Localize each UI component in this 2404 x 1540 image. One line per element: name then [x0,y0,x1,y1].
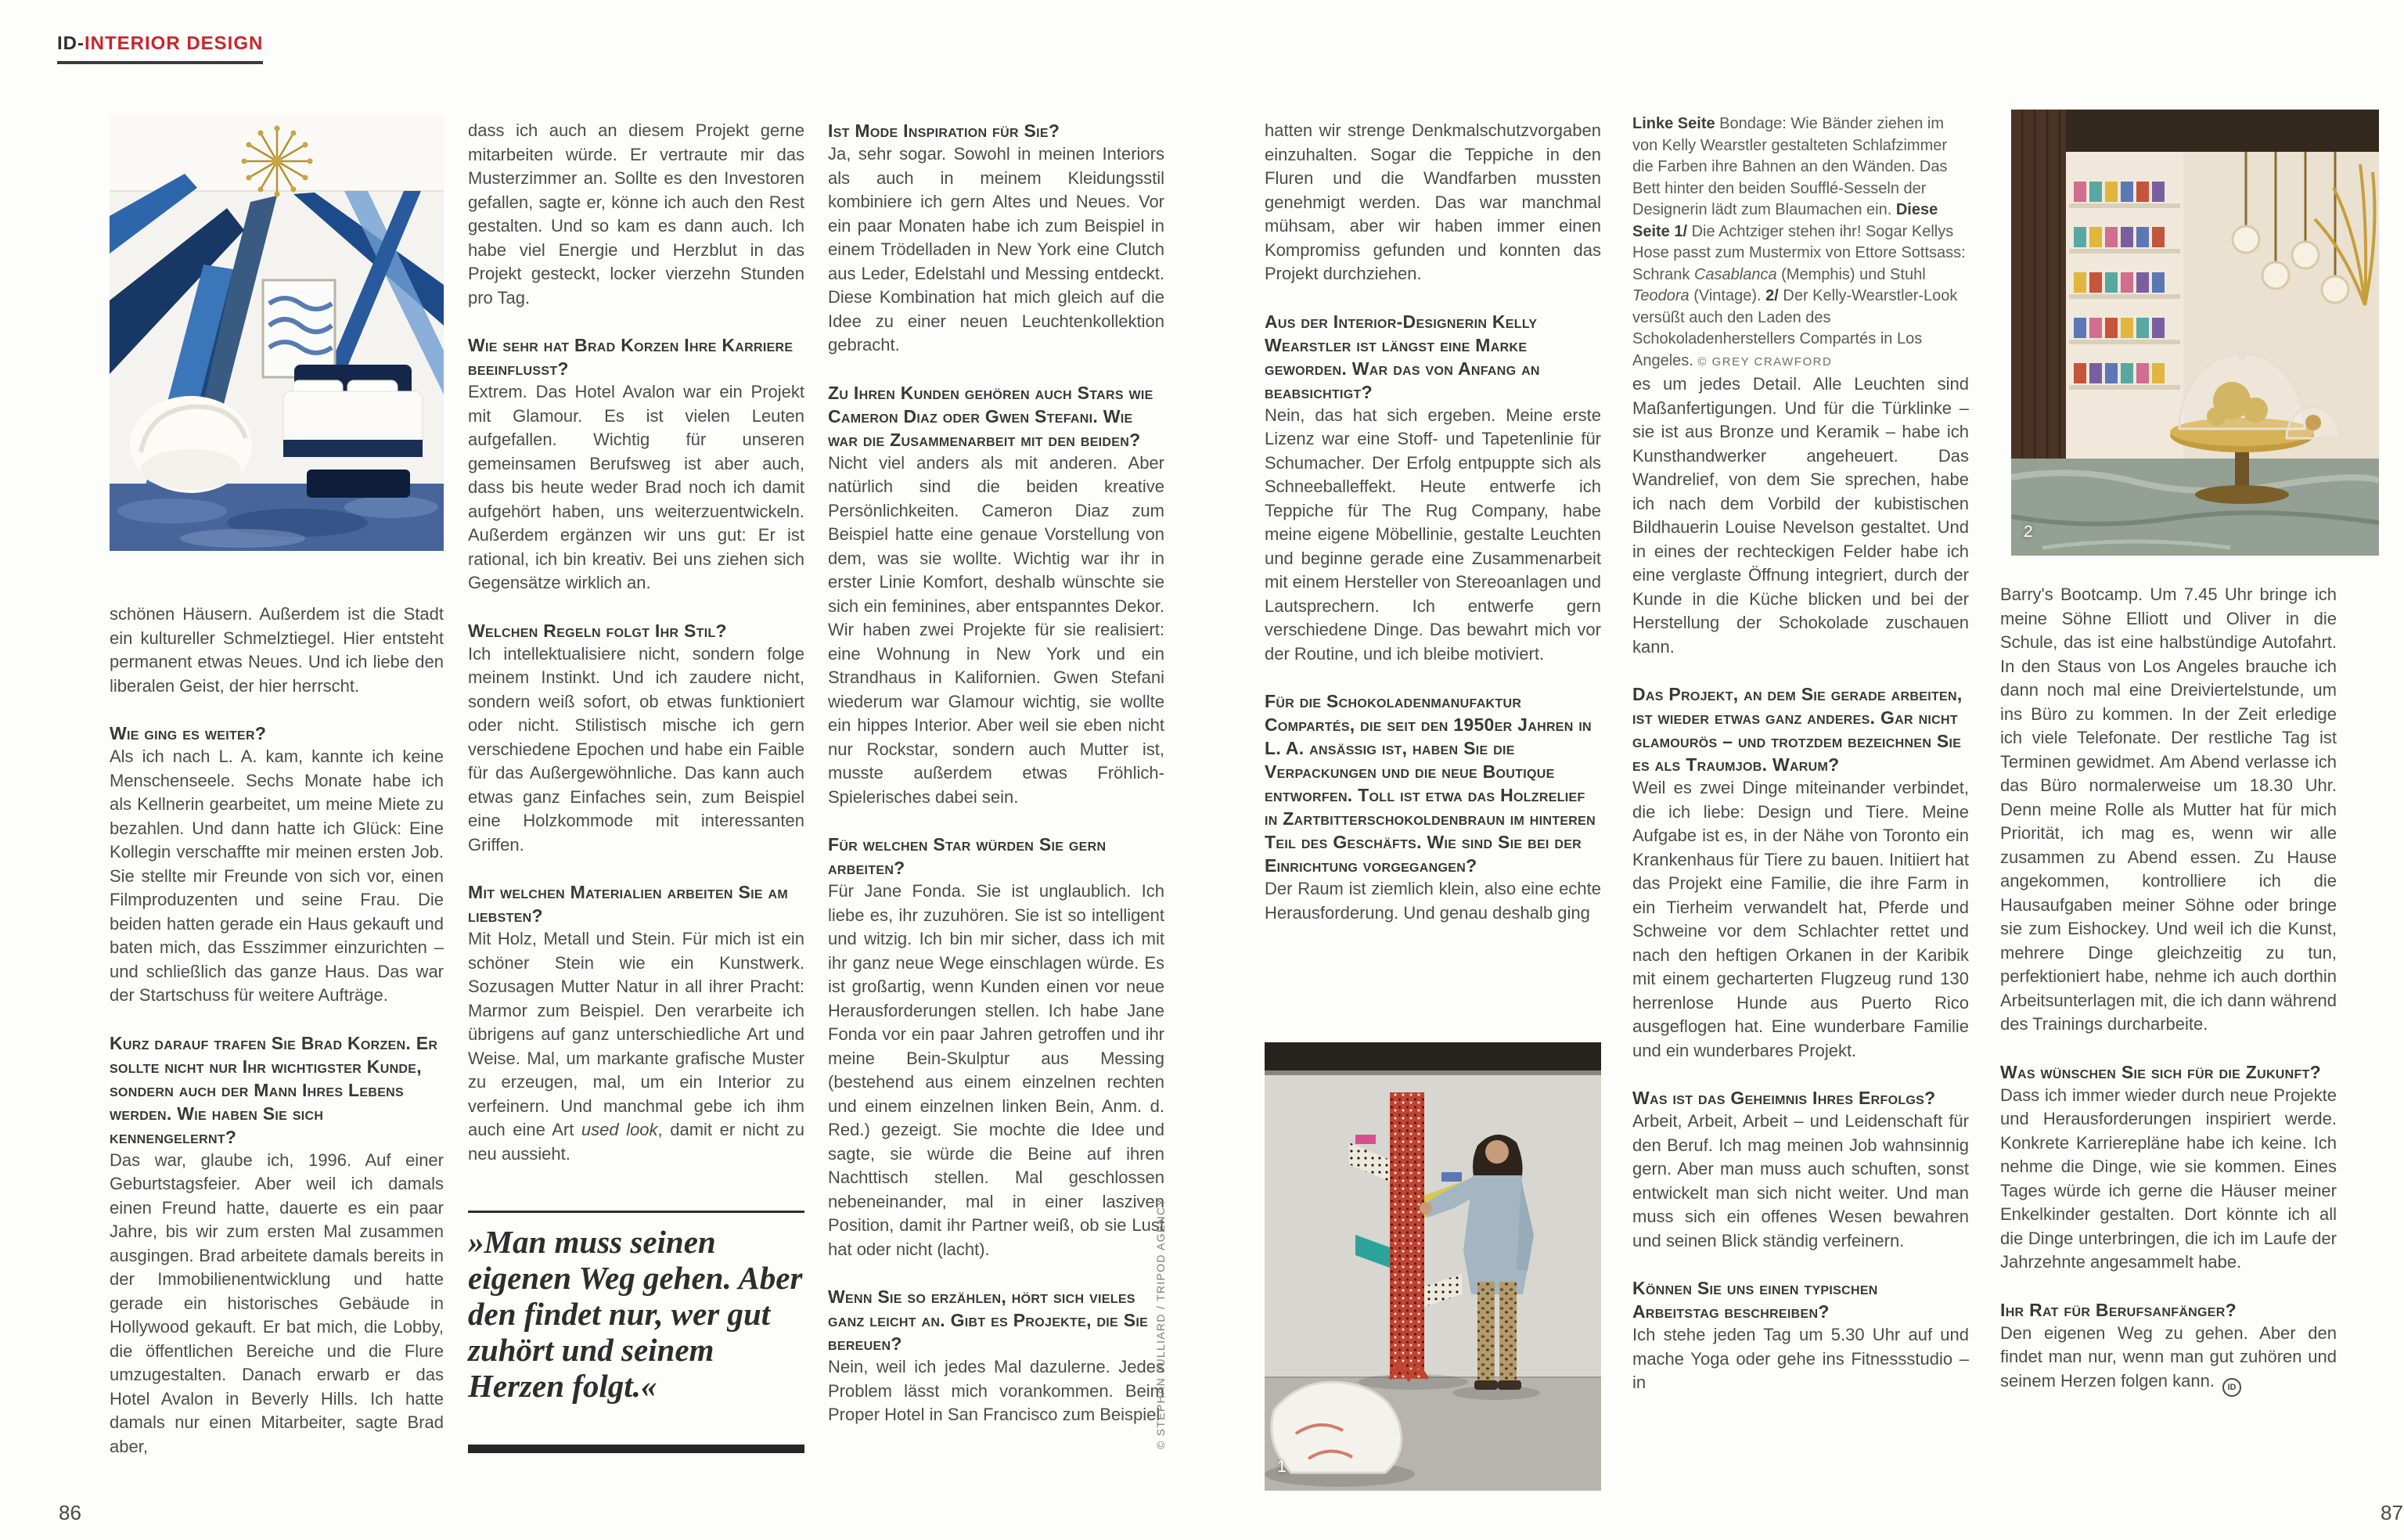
body-paragraph: es um jedes Detail. Alle Leuchten sind Maßanfertigungen. Und für die Türklinke – sie ist aus Bronze und Keramik – habe ich Kunsthandwerker angeheuert. Das Wandrelief, von dem Sie sprechen, habe ich nach dem Vorbild der kubistischen Bildhauerin Louise Nevelson gestaltet. Und in eines der rechteckigen Felder habe ich eine verglaste Öffnung integriert, durch der Kunde in die Küche blicken und bei der Herstellung der Schokolade zuschauen kann. [1632,374,1969,657]
designer-portrait-illustration [1265,1042,1601,1491]
caption-bold: 2/ [1765,287,1783,304]
body-paragraph: schönen Häusern. Außerdem ist die Stadt ein kultureller Schmelztiegel. Hier entsteht permanent etwas Neues. Und ich liebe den liberalen Geist, der hier herrscht. [110,604,444,696]
answer-paragraph: Nein, weil ich jedes Mal dazulerne. Jedes Problem lässt mich vorankommen. Beim Proper Hotel in San Francisco zum Beispiel [828,1357,1164,1424]
column-4 [1265,119,1601,925]
column-2 [468,119,804,1166]
answer-text-italic: used look [581,1120,658,1139]
section-prefix: ID- [57,33,85,54]
page-number-left: 86 [59,1501,81,1524]
photo-bedroom [110,116,444,551]
question-heading: Aus der Interior-Designerin Kelly Wearstler ist längst eine Marke geworden. War das von Anfang an beabsichtigt? [1265,311,1540,402]
framed-artwork [263,280,335,377]
photo-number-1: 1 [1277,1458,1287,1476]
question-heading: Wenn Sie so erzählen, hört sich vieles ganz leicht an. Gibt es Projekte, die Sie bereuen? [828,1286,1149,1354]
question-heading: Ist Mode Inspiration für Sie? [828,121,1060,141]
caption-text: (Memphis) und Stuhl [1776,265,1926,283]
answer-paragraph: Ich intellektualisiere nicht, sondern folge meinem Instinkt. Und ich zaudere nicht, sondern weiß sofort, ob etwas funktioniert oder nicht. Stilistisch mische ich gern verschiedene Epochen und habe ein Faible für das Außergewöhnliche. Das kann auch etwas ganz Einfaches sein, zum Beispiel eine Holzkommode mit interessanten Griffen. [468,643,804,855]
caption-text: Die Achtziger stehen ihr! Sogar Kellys Hose passt zum Mustermix von Ettore Sottsass: Schrank [1632,222,1966,283]
answer-paragraph: Für Jane Fonda. Sie ist unglaublich. Ich liebe es, ihr zuzuhören. Sie ist so intelligent und witzig. Ich bin mir sicher, dass ich mit ihr ganz neue Wege einschlagen würde. Es ist großartig, wenn Kunden einen vor neue Herausforderungen stellen. Ich habe Jane Fonda vor ein paar Jahren getroffen und ihr meine Bein-Skulptur aus Messing (bestehend aus einem einzelnen rechten und einem einzelnen linken Bein, Anm. d. Red.) gezeigt. Sie mochte die Idee und sagte, sie würde die Beine auf ihren Nachttisch stellen. Mal geschlossen nebeneinander, mal in einer lasziven Position, damit ihr Partner weiß, ob sie Lust hat oder nicht (lacht). [828,881,1164,1259]
end-of-article-mark: ID [2222,1378,2241,1397]
question-heading: Kurz darauf trafen Sie Brad Korzen. Er sollte nicht nur Ihr wichtigster Kunde, sondern auch der Mann Ihres Lebens werden. Wie haben Sie sich kennengelernt? [110,1032,438,1147]
pull-quote-rule [468,1445,804,1453]
answer-paragraph: Ich stehe jeden Tag um 5.30 Uhr auf und mache Yoga oder gehe ins Fitnessstudio – in [1632,1325,1969,1392]
armchair [130,396,252,493]
answer-text: Den eigenen Weg zu gehen. Aber den findet man nur, wenn man gut zuhören und seinem Herzen folgen kann. [2000,1322,2337,1391]
caption-text: Der Kelly-Wearstler-Look versüßt auch den Laden des Schokoladenherstellers Compartés in Los Angeles. [1632,287,1958,369]
photo-designer-portrait [1265,1042,1601,1491]
column-3 [828,119,1164,1427]
question-heading: Was wünschen Sie sich für die Zukunft? [2000,1061,2321,1082]
question-heading: Für welchen Star würden Sie gern arbeiten? [828,834,1107,878]
marble-floor [2011,459,2379,556]
answer-paragraph: Arbeit, Arbeit, Arbeit – und Leidenschaft für den Beruf. Ich mag meinen Job wahnsinnig gern. Aber man muss auch schuften, sonst entwickelt man sich nicht weiter. Und man muss sich ein offenes Wesen bewahren und seinen Blick ständig verfeinern. [1632,1111,1969,1250]
question-heading: Zu Ihren Kunden gehören auch Stars wie Cameron Diaz oder Gwen Stefani. Wie war die Zusammenarbeit mit den beiden? [828,382,1153,450]
caption-photo-credit: © GREY CRAWFORD [1697,354,1833,369]
section-title: INTERIOR DESIGN [85,33,264,54]
photo-chocolate-boutique [2011,110,2379,556]
answer-paragraph: Nicht viel anders als mit anderen. Aber natürlich sind die beiden kreative Persönlichkeiten. Cameron Diaz zum Beispiel hatte eine genaue Vorstellung von dem, was sie wollte. Wichtig war ihr in erster Linie Komfort, deshalb wünschte sie sich ein feminines, aber entspanntes Dekor. Wir haben zwei Projekte für sie realisiert: eine Wohnung in New York und ein Strandhaus in Kalifornien. Gwen Stefani wiederum war Glamour wichtig, sie wollte ein hippes Interior. Aber weil sie eben nicht nur Rockstar, sondern auch Mutter ist, musste außerdem etwas Fröhlich-Spielerisches dabei sein. [828,452,1164,807]
question-heading: Wie sehr hat Brad Korzen Ihre Karriere beeinflusst? [468,335,794,379]
body-paragraph: hatten wir strenge Denkmalschutzvorgaben einzuhalten. Sogar die Teppiche in den Fluren und die Wandfarben mussten genehmigt werden. Das war manchmal mühsam, aber wir haben immer einen Kompromiss gefunden und konnten das Projekt durchziehen. [1265,121,1601,283]
question-heading: Das Projekt, an dem Sie gerade arbeiten, ist wieder etwas ganz anderes. Gar nicht glamourös – und trotzdem bezeichnen Sie es als Traumjob. Warum? [1632,684,1963,775]
body-paragraph: Barry's Bootcamp. Um 7.45 Uhr bringe ich meine Söhne Elliott und Oliver in die Schule, das ist eine halbstündige Autofahrt. In den Staus von Los Angeles brauche ich dann noch mal eine Dreiviertelstunde, um ins Büro zu kommen. In der Zeit erledige ich viele Telefonate. Der restliche Tag ist Terminen gewidmet. Am Abend verlasse ich das Büro normalerweise um 18.30 Uhr. Denn meine Rolle als Mutter hat für mich Priorität, ich mag es, wenn wir alle zusammen zu Abend essen. Zu Hause angekommen, kontrolliere ich die Hausaufgaben meiner Söhne oder bringe sie zum Eishockey. Und weil ich die Kunst, mehrere Dinge gleichzeitig zu tun, perfektioniert habe, nehme ich auch dorthin Arbeitsunterlagen mit, die ich dann während des Trainings durcharbeite. [2000,585,2337,1034]
caption-italic: Teodora [1632,287,1690,304]
answer-paragraph: Weil es zwei Dinge miteinander verbindet, die ich liebe: Design und Tiere. Meine Aufgabe ist es, in der Nähe von Toronto ein Krankenhaus für Tiere zu bauen. Initiiert hat das Projekt eine Familie, die ihre Farm in ein Tierheim verwandelt hat, Pferde und Schweine vor dem Schlachter rettet und nach den heftigen Orkanen in der Karibik mit einem gecharterten Flugzeug rund 130 herrenlose Hunde aus Puerto Rico ausgeflogen hat. Eine wunderbare Familie und ein wunderbares Projekt. [1632,778,1969,1060]
body-paragraph: dass ich auch an diesem Projekt gerne mitarbeiten würde. Er vertraute mir das Musterzimmer an. Sollte es den Investoren gefallen, sagte er, könne ich auch den Rest gestalten. Und so kam es dann auch. Ich habe viel Energie und Herzblut in das Projekt gesteckt, locker vierzehn Stunden pro Tag. [468,121,804,308]
question-heading: Welchen Regeln folgt Ihr Stil? [468,620,727,641]
column-1 [110,603,444,1459]
bench [307,470,410,498]
question-heading: Ihr Rat für Berufsanfänger? [2000,1299,2237,1320]
bedroom-illustration [110,116,444,551]
photo-caption [1632,113,1969,372]
answer-paragraph [468,927,804,1166]
pull-quote [468,1211,804,1453]
answer-paragraph: Das war, glaube ich, 1996. Auf einer Geburtstagsfeier. Aber weil ich damals einen Freund hatte, dauerte es ein paar Jahre, bis wir zum ersten Mal zusammen ausgingen. Brad arbeitete damals bereits in der Immobilienentwicklung und hatte gerade ein historisches Gebäude in Hollywood gekauft. Er bat mich, die Lobby, die öffentlichen Bereiche und die Flure umzugestalten. Danach erwarb er das Hotel Avalon in Beverly Hills. Ich hatte damals nur einen Mitarbeiter, sagte Brad aber, [110,1150,444,1456]
answer-paragraph [2000,1322,2337,1397]
answer-text: , damit er nicht zu neu aussieht. [468,1120,804,1164]
answer-paragraph: Dass ich immer wieder durch neue Projekte und Herausforderungen inspiriert werde. Konkrete Karrierepläne habe ich keine. Ich nehme die Dinge, wie sie kommen. Eines Tages würde ich gerne die Häuser meiner Enkelkinder gestalten. Dort könnte ich all die Dinge unterbringen, die ich im Laufe der Jahrzehnte angesammelt habe. [2000,1085,2337,1272]
question-heading: Was ist das Geheimnis Ihres Erfolgs? [1632,1088,1936,1108]
answer-paragraph: Nein, das hat sich ergeben. Meine erste Lizenz war eine Stoff- und Tapetenlinie für Schumacher. Der Erfolg entpuppte sich als Schneeballeffekt. Heute entwerfe ich Teppiche für The Rug Company, habe meine eigene Möbellinie, gestalte Leuchten und beginne gerade eine Zusammenarbeit mit einem Hersteller von Stereoanlagen und Lautsprechern. Ich entwerfe gern verschiedene Dinge. Das bewahrt mich vor der Routine, und ich bleibe motiviert. [1265,405,1601,664]
caption-bold: Linke Seite [1632,115,1720,132]
caption-text: Bondage: Wie Bänder ziehen im von Kelly Wearstler gestalteten Schlafzimmer die Farben ihre Bahnen an den Wänden. Das Bett hinter den beiden Soufflé-Sesseln der Designerin lädt zum Blaumachen ein. [1632,115,1948,218]
caption-bold: Diese Seite 1/ [1632,201,1938,240]
column-6 [2000,583,2337,1397]
chocolate-boutique-illustration [2011,110,2379,556]
answer-paragraph: Ja, sehr sogar. Sowohl in meinen Interiors als auch in meinem Kleidungsstil kombiniere ich gern Altes und Neues. Vor ein paar Monaten habe ich zum Beispiel in einem Trödelladen in New York eine Clutch aus Leder, Edelstahl und Messing entdeckt. Diese Kombination hat mich gleich auf die Idee zu einer neuen Leuchtenkollektion gebracht. [828,144,1164,354]
column-5 [1632,113,1969,1395]
answer-paragraph: Extrem. Das Hotel Avalon war ein Projekt mit Glamour. Es ist vielen Leuten aufgefallen. Wichtig für unseren gemeinsamen Berufsweg ist aber auch, dass bis heute weder Brad noch ich damit aufgehört haben, uns weiterzuentwickeln. Außerdem ergänzen wir uns gut: Er ist rational, ich bin kreativ. Bei uns ziehen sich Gegensätze wirklich an. [468,382,804,592]
question-heading: Mit welchen Materialien arbeiten Sie am liebsten? [468,882,789,926]
pull-quote-text: »Man muss seinen eigenen Weg gehen. Aber den findet nur, wer gut zuhört und seinem Herzen folgt.« [468,1224,803,1404]
caption-italic: Casablanca [1693,265,1777,283]
page-number-right: 87 [2381,1501,2403,1524]
photo-number-2: 2 [2024,523,2033,541]
section-header [57,33,263,64]
question-heading: Können Sie uns einen typischen Arbeitstag beschreiben? [1632,1278,1878,1322]
photo-credit-vertical: © STEPHAN JULLIARD / TRIPOD AGENCY [1154,1197,1167,1449]
product-shelves [2066,152,2183,459]
answer-text: Mit Holz, Metall und Stein. Für mich ist ein schöner Stein wie ein Kunstwerk. Sozusagen Mutter Natur in all ihrer Pracht: Marmor zum Beispiel. Den verarbeite ich übrigens auf ganz unterschiedliche Art und Weise. Mal, um markante grafische Muster zu erzeugen, mal, um ein Interior zu verfeinern. Und manchmal gebe ich ihm auch eine Art [468,929,804,1139]
answer-paragraph: Der Raum ist ziemlich klein, also eine echte Herausforderung. Und genau deshalb ging [1265,879,1601,923]
answer-paragraph: Als ich nach L. A. kam, kannte ich keine Menschenseele. Sechs Monate habe ich als Kellnerin gearbeitet, um meine Miete zu bezahlen. Und dann hatte ich Glück: Eine Kollegin verschaffte mir meinen ersten Job. Sie stellte mir Freunde von sich vor, einen Filmproduzenten und seine Frau. Die beiden hatten gerade ein Haus gekauft und baten mich, das Esszimmer einzurichten – und schließlich das ganze Haus. Das war der Startschuss für weitere Aufträge. [110,747,444,1005]
bed [283,365,423,457]
question-heading: Für die Schokoladenmanufaktur Compartés, die seit den 1950er Jahren in L. A. ansässig ist, haben Sie die Verpackungen und die neue Boutique entworfen. Toll ist etwa das Holzrelief in Zartbitterschokoldenbraun im hinteren Teil des Geschäfts. Wie sind Sie bei der Einrichtung vorgegangen? [1265,691,1596,876]
caption-text: (Vintage). [1689,287,1766,304]
question-heading: Wie ging es weiter? [110,723,267,743]
